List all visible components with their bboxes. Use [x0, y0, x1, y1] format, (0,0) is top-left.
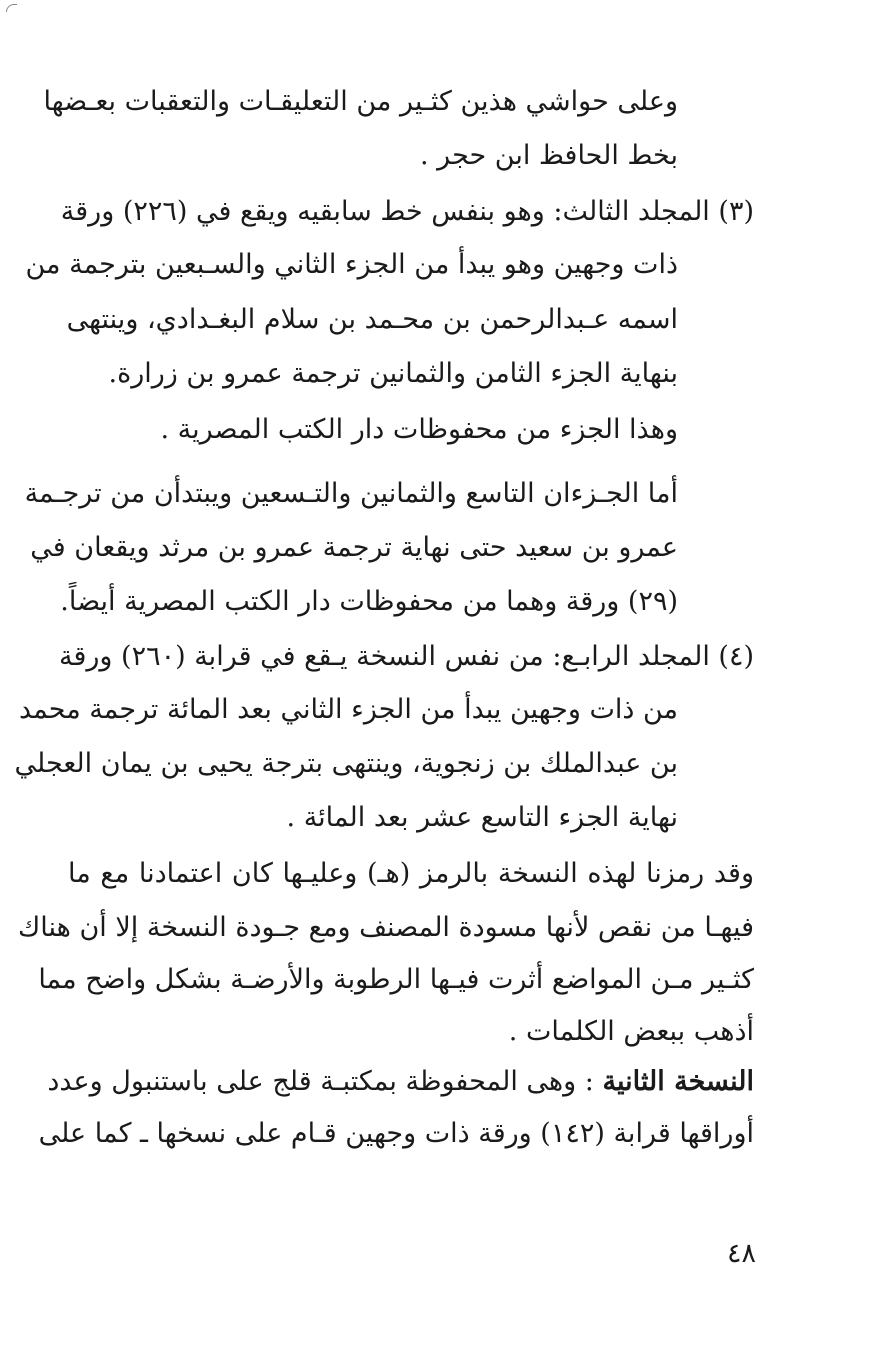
text-line: كثـير مـن المواضع أثرت فيـها الرطوبة والأرضـة بشكل واضح مما: [38, 964, 754, 995]
text-line: نهاية الجزء التاسع عشر بعد المائة .: [286, 802, 678, 833]
text-line: ذات وجهين وهو يبدأ من الجزء الثاني والسـبعين بترجمة من: [25, 249, 678, 280]
section-heading: النسخة الثانية: [602, 1066, 754, 1097]
text-line: فيهـا من نقص لأنها مسودة المصنف ومع جـودة النسخة إلا أن هناك: [18, 912, 754, 943]
text-line: من ذات وجهين يبدأ من الجزء الثاني بعد المائة ترجمة محمد: [18, 694, 678, 725]
text-line: بخط الحافظ ابن حجر .: [420, 140, 678, 171]
text-line: أذهب ببعض الكلمات .: [508, 1016, 754, 1047]
text-line: بنهاية الجزء الثامن والثمانين ترجمة عمرو بن زرارة.: [108, 358, 678, 389]
corner-mark: [6, 4, 17, 12]
page-number: ٤٨: [726, 1238, 756, 1269]
text-line: (٤) المجلد الرابـع: من نفس النسخة يـقع في قرابة (٢٦٠) ورقة: [59, 641, 754, 672]
text-line: أوراقها قرابة (١٤٢) ورقة ذات وجهين قـام على نسخها ـ كما على: [38, 1118, 754, 1149]
text-line: (٢٩) ورقة وهما من محفوظات دار الكتب المصرية أيضاً.: [60, 586, 678, 617]
text-line: وعلى حواشي هذين كثـير من التعليقـات والتعقبات بعـضها: [43, 86, 678, 117]
text-line: (٣) المجلد الثالث: وهو بنفس خط سابقيه ويقع في (٢٢٦) ورقة: [60, 196, 754, 227]
text-line: وقد رمزنا لهذه النسخة بالرمز (هـ) وعليـها كان اعتمادنا مع ما: [68, 858, 754, 889]
text-line: وهذا الجزء من محفوظات دار الكتب المصرية .: [160, 414, 678, 445]
text-line: اسمه عـبدالرحمن بن محـمد بن سلام البغـدادي، وينتهى: [66, 304, 678, 335]
text-line: عمرو بن سعيد حتى نهاية ترجمة عمرو بن مرثد ويقعان في: [30, 532, 678, 563]
text-run: : وهى المحفوظة بمكتبـة قلج على باستنبول وعدد: [47, 1066, 594, 1097]
text-line: [47, 1062, 754, 1102]
text-line: أما الجـزءان التاسع والثمانين والتـسعين ويبتدأن من ترجـمة: [24, 478, 678, 509]
text-line: بن عبدالملك بن زنجوية، وينتهى بترجة يحيى بن يمان العجلي: [14, 748, 678, 779]
